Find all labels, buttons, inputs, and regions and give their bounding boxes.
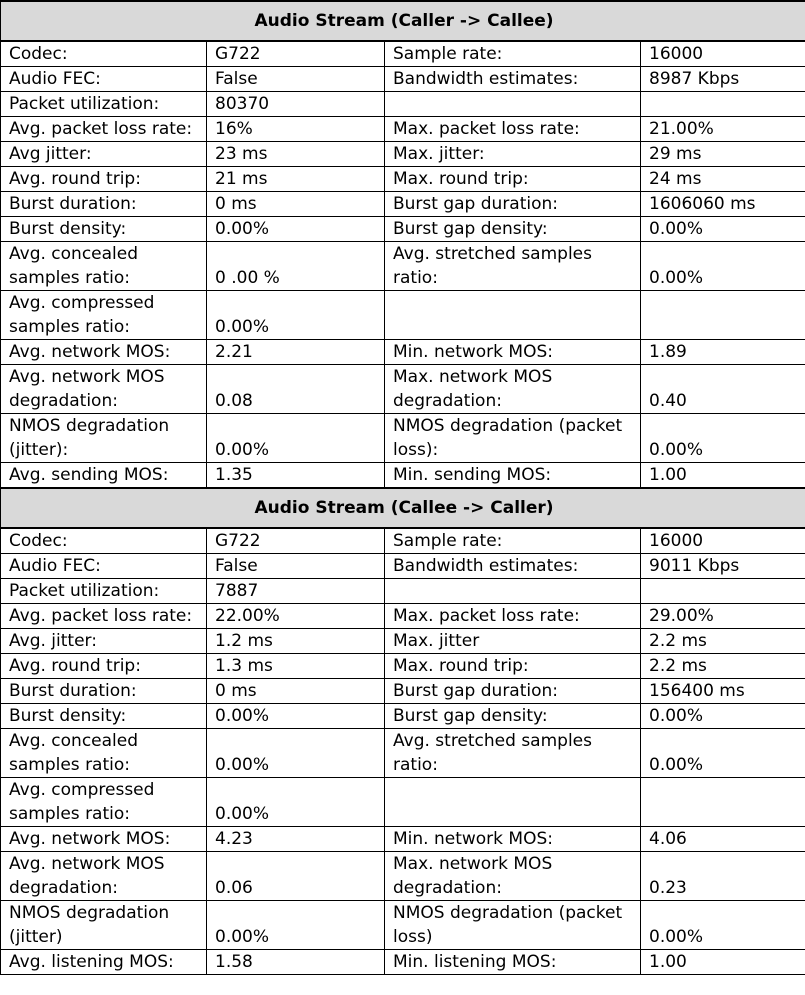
metric-value: 2.2 ms <box>641 629 805 654</box>
metric-label: Bandwidth estimates: <box>385 554 641 579</box>
metric-value: 0.00% <box>207 217 385 242</box>
metric-value: 29 ms <box>641 142 805 167</box>
metric-value: 156400 ms <box>641 679 805 704</box>
metric-label: Burst duration: <box>1 679 207 704</box>
metric-label: Max. round trip: <box>385 654 641 679</box>
table-row <box>1 41 805 67</box>
metric-label: Avg. concealed samples ratio: <box>1 729 207 778</box>
metric-label: Avg. packet loss rate: <box>1 117 207 142</box>
metric-label: NMOS degradation (jitter) <box>1 901 207 950</box>
table-row <box>1 291 805 340</box>
metric-label: Burst gap duration: <box>385 679 641 704</box>
metric-label: Avg. jitter: <box>1 629 207 654</box>
metric-value: 0.00% <box>207 291 385 340</box>
metric-value: 16000 <box>641 41 805 67</box>
table-row <box>1 604 805 629</box>
metric-value <box>641 291 805 340</box>
metric-label: Burst duration: <box>1 192 207 217</box>
metric-label: Burst density: <box>1 217 207 242</box>
metric-value: 1.00 <box>641 950 805 975</box>
metric-label: Burst gap density: <box>385 704 641 729</box>
metric-label: Sample rate: <box>385 528 641 554</box>
table-row <box>1 192 805 217</box>
table-row <box>1 554 805 579</box>
metric-value: 0.23 <box>641 852 805 901</box>
metric-value: 0 .00 % <box>207 242 385 291</box>
metric-label: Min. network MOS: <box>385 340 641 365</box>
metric-label: Audio FEC: <box>1 554 207 579</box>
metric-value: 0.00% <box>641 242 805 291</box>
metric-label: Min. sending MOS: <box>385 463 641 489</box>
metric-label: Packet utilization: <box>1 579 207 604</box>
metric-value: 0.00% <box>207 901 385 950</box>
metric-label: Min. listening MOS: <box>385 950 641 975</box>
metric-label: Max. round trip: <box>385 167 641 192</box>
metric-value: 0.00% <box>207 729 385 778</box>
metric-value: 21.00% <box>641 117 805 142</box>
metric-value: 16000 <box>641 528 805 554</box>
metric-label: Packet utilization: <box>1 92 207 117</box>
metric-label: Burst density: <box>1 704 207 729</box>
metric-value: 16% <box>207 117 385 142</box>
metric-value: 8987 Kbps <box>641 67 805 92</box>
metric-value: 22.00% <box>207 604 385 629</box>
metric-value: 0.00% <box>207 704 385 729</box>
metric-value: 1.89 <box>641 340 805 365</box>
metric-value: 0.00% <box>641 901 805 950</box>
table-row <box>1 827 805 852</box>
metric-label: Bandwidth estimates: <box>385 67 641 92</box>
metric-value: 0.08 <box>207 365 385 414</box>
metric-value: 7887 <box>207 579 385 604</box>
metric-value: 1.3 ms <box>207 654 385 679</box>
metric-value: G722 <box>207 528 385 554</box>
table-row <box>1 242 805 291</box>
metric-label: Avg. network MOS: <box>1 827 207 852</box>
metric-label: NMOS degradation (packet loss): <box>385 414 641 463</box>
metric-label: Max. jitter: <box>385 142 641 167</box>
metric-label: Sample rate: <box>385 41 641 67</box>
metric-label: Avg. concealed samples ratio: <box>1 242 207 291</box>
metric-value: 1.2 ms <box>207 629 385 654</box>
stats-table-body <box>1 1 805 975</box>
metric-label: Avg. round trip: <box>1 167 207 192</box>
metric-value: 0.00% <box>641 217 805 242</box>
metric-value: 0.00% <box>207 778 385 827</box>
metric-label: Avg. stretched samples ratio: <box>385 729 641 778</box>
metric-value: 1.35 <box>207 463 385 489</box>
metric-value: 80370 <box>207 92 385 117</box>
metric-label: Min. network MOS: <box>385 827 641 852</box>
metric-value: 2.2 ms <box>641 654 805 679</box>
metric-label: Max. jitter <box>385 629 641 654</box>
section-title: Audio Stream (Callee -> Caller) <box>1 488 805 528</box>
metric-value: 1.00 <box>641 463 805 489</box>
metric-label: Burst gap duration: <box>385 192 641 217</box>
table-row <box>1 852 805 901</box>
metric-value: 1.58 <box>207 950 385 975</box>
metric-value <box>641 778 805 827</box>
metric-label <box>385 291 641 340</box>
metric-value: G722 <box>207 41 385 67</box>
metric-label: Avg. stretched samples ratio: <box>385 242 641 291</box>
table-row <box>1 67 805 92</box>
section-header-row <box>1 1 805 41</box>
metric-value: 4.23 <box>207 827 385 852</box>
metric-value: 0 ms <box>207 192 385 217</box>
table-row <box>1 901 805 950</box>
metric-label: Avg. listening MOS: <box>1 950 207 975</box>
metric-label: Avg. round trip: <box>1 654 207 679</box>
metric-value: 0.00% <box>207 414 385 463</box>
table-row <box>1 950 805 975</box>
metric-label <box>385 778 641 827</box>
metric-label: Max. packet loss rate: <box>385 117 641 142</box>
metric-label: Avg. sending MOS: <box>1 463 207 489</box>
metric-label: Burst gap density: <box>385 217 641 242</box>
metric-label: Avg. compressed samples ratio: <box>1 291 207 340</box>
table-row <box>1 142 805 167</box>
table-row <box>1 365 805 414</box>
metric-label: Avg. network MOS: <box>1 340 207 365</box>
table-row <box>1 704 805 729</box>
metric-value: 0.00% <box>641 729 805 778</box>
metric-label <box>385 92 641 117</box>
table-row <box>1 117 805 142</box>
table-row <box>1 414 805 463</box>
metric-value: 0.00% <box>641 414 805 463</box>
metric-label: Avg. network MOS degradation: <box>1 852 207 901</box>
metric-label: Avg jitter: <box>1 142 207 167</box>
table-row <box>1 654 805 679</box>
table-row <box>1 528 805 554</box>
table-row <box>1 579 805 604</box>
metric-value: 0.06 <box>207 852 385 901</box>
metric-label: Max. network MOS degradation: <box>385 852 641 901</box>
metric-label: NMOS degradation (jitter): <box>1 414 207 463</box>
metric-label: Audio FEC: <box>1 67 207 92</box>
metric-value: 0.40 <box>641 365 805 414</box>
section-header-row <box>1 488 805 528</box>
table-row <box>1 679 805 704</box>
table-row <box>1 167 805 192</box>
metric-value: 21 ms <box>207 167 385 192</box>
metric-value: 0 ms <box>207 679 385 704</box>
metric-label: Avg. compressed samples ratio: <box>1 778 207 827</box>
table-row <box>1 629 805 654</box>
metric-value: 23 ms <box>207 142 385 167</box>
metric-label: Codec: <box>1 41 207 67</box>
metric-value: 24 ms <box>641 167 805 192</box>
table-row <box>1 729 805 778</box>
section-title: Audio Stream (Caller -> Callee) <box>1 1 805 41</box>
metric-label: Codec: <box>1 528 207 554</box>
metric-value: 29.00% <box>641 604 805 629</box>
table-row <box>1 778 805 827</box>
metric-label: Max. packet loss rate: <box>385 604 641 629</box>
table-row <box>1 463 805 489</box>
metric-value: 2.21 <box>207 340 385 365</box>
metric-value: 0.00% <box>641 704 805 729</box>
metric-label: Avg. packet loss rate: <box>1 604 207 629</box>
table-row <box>1 217 805 242</box>
metric-value: 4.06 <box>641 827 805 852</box>
table-row <box>1 340 805 365</box>
metric-label: Avg. network MOS degradation: <box>1 365 207 414</box>
metric-value: 9011 Kbps <box>641 554 805 579</box>
metric-value <box>641 92 805 117</box>
metric-label <box>385 579 641 604</box>
metric-label: NMOS degradation (packet loss) <box>385 901 641 950</box>
metric-value: False <box>207 554 385 579</box>
metric-value: False <box>207 67 385 92</box>
metric-value <box>641 579 805 604</box>
table-row <box>1 92 805 117</box>
metric-value: 1606060 ms <box>641 192 805 217</box>
metric-label: Max. network MOS degradation: <box>385 365 641 414</box>
